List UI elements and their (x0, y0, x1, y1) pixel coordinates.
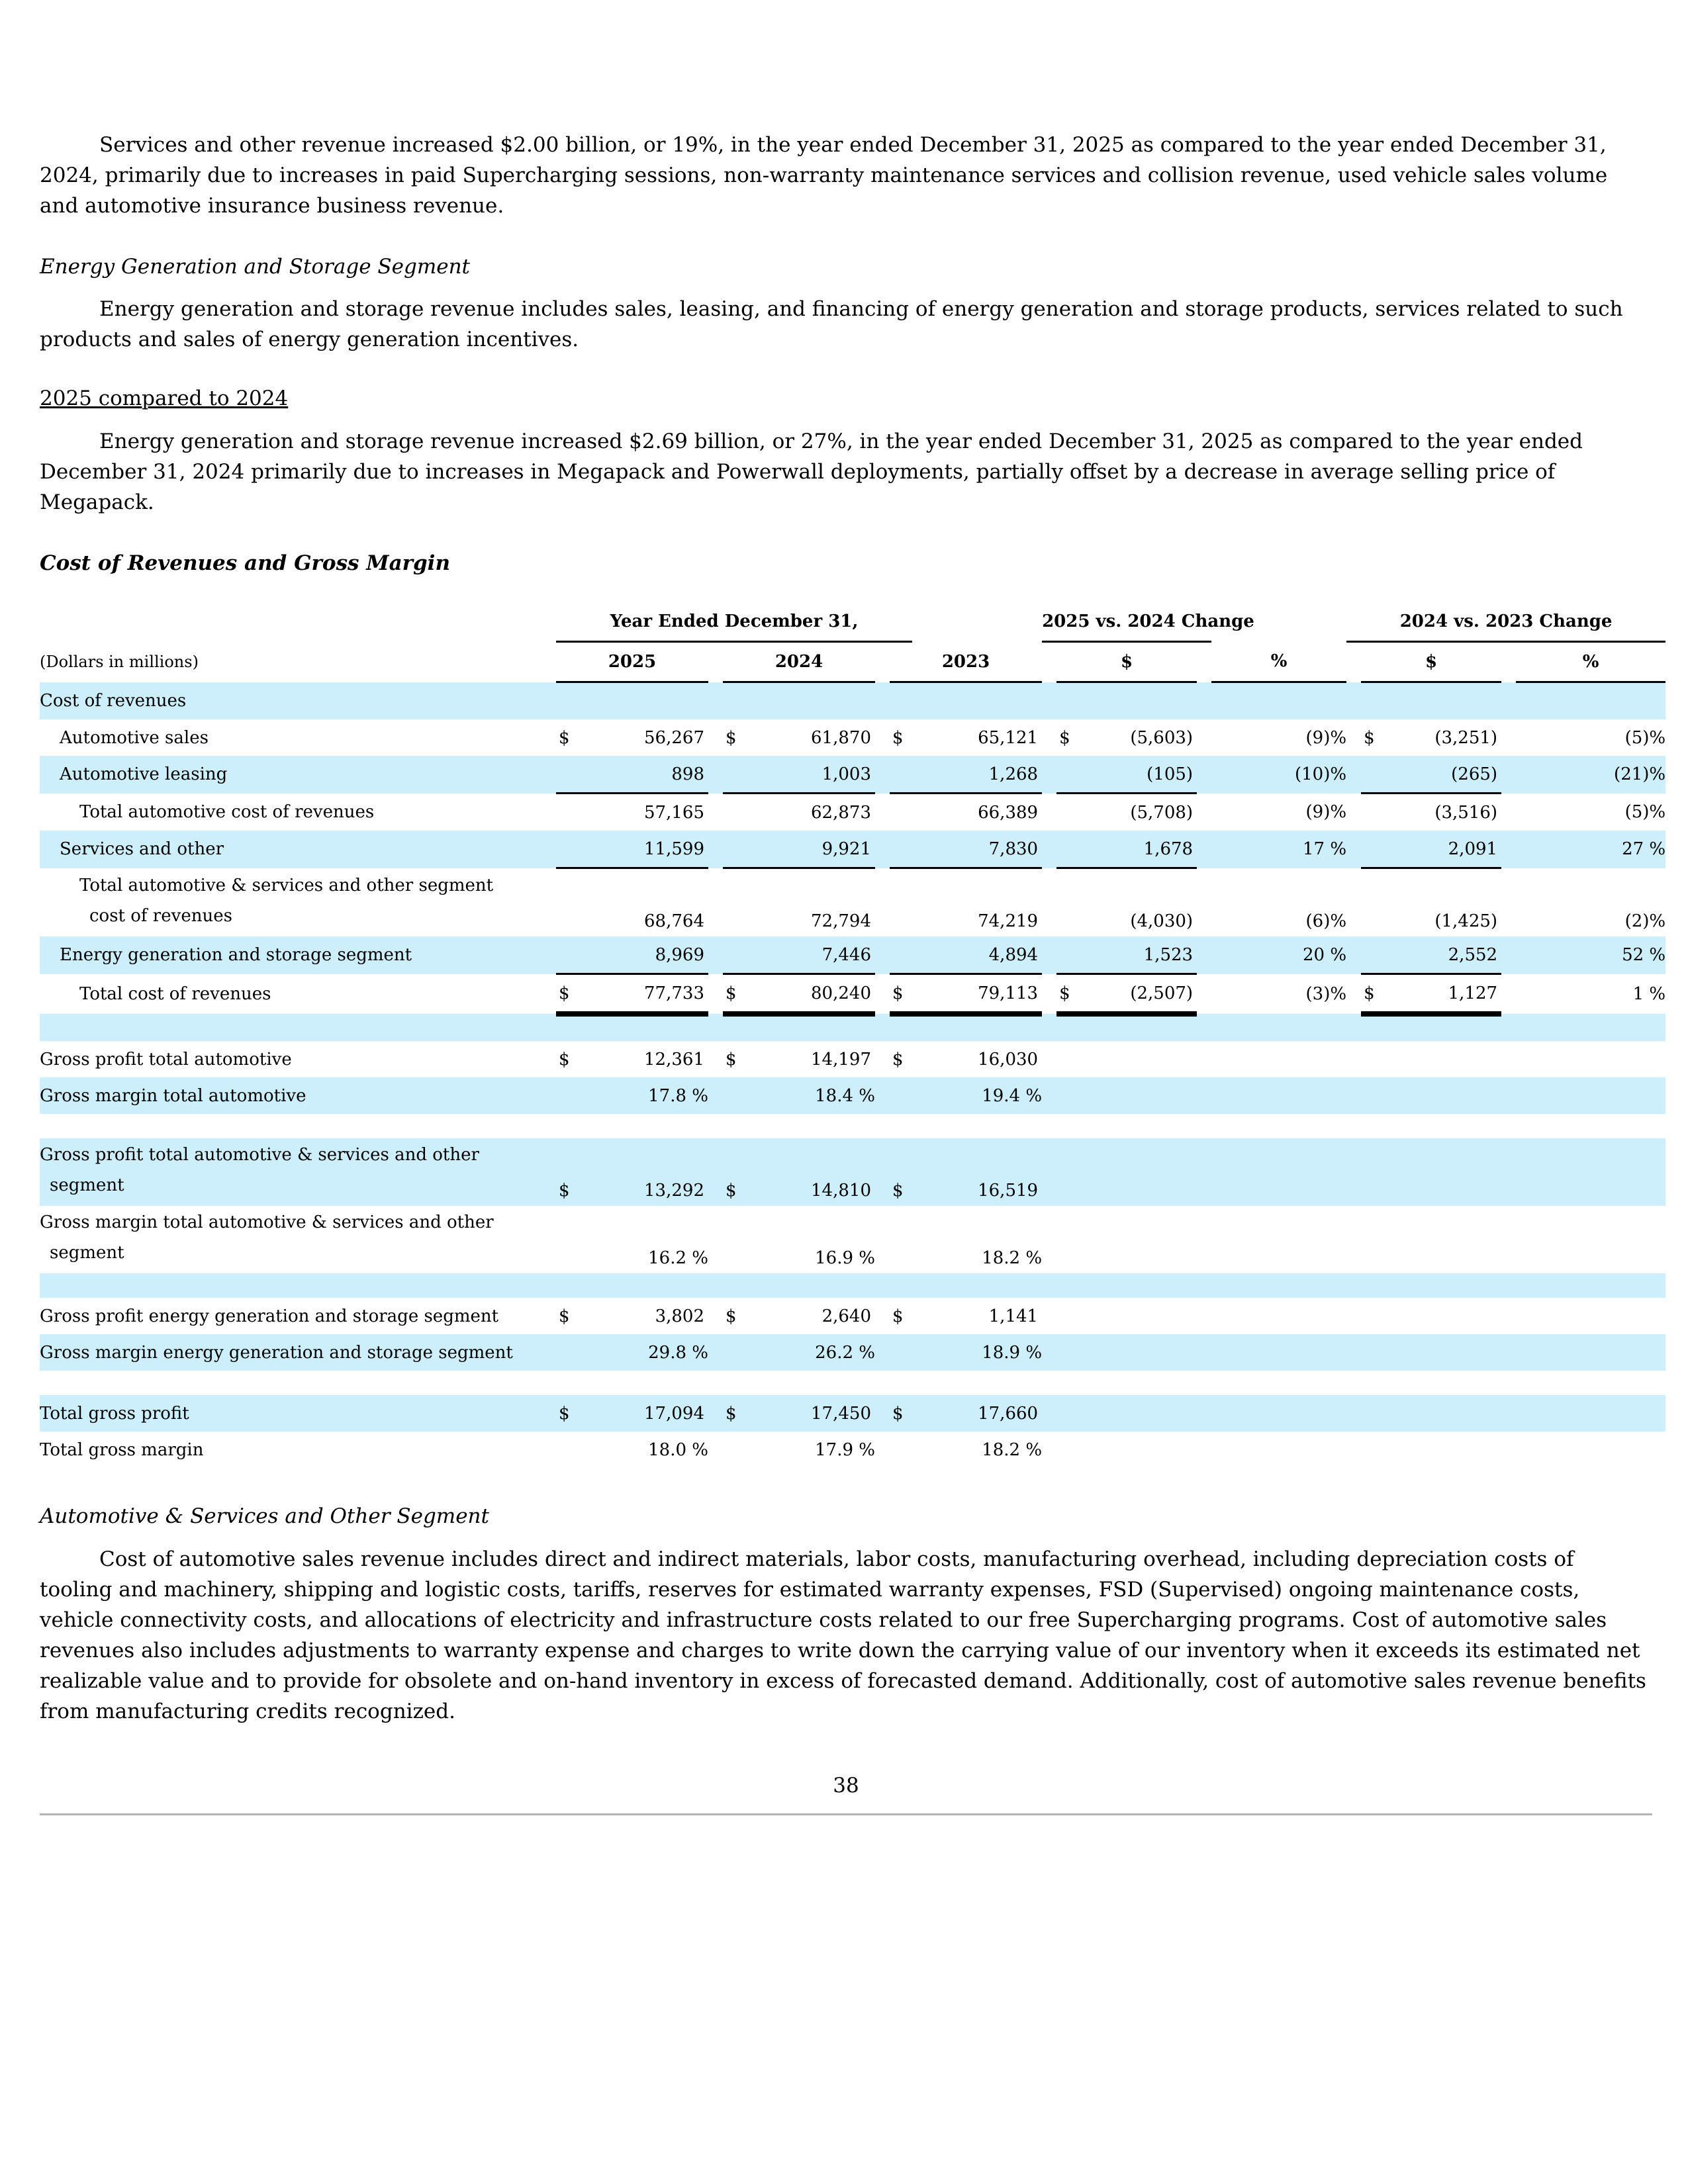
row-label-line1: Total automotive & services and other segment (79, 876, 494, 895)
cell-value: 1,141 (988, 1306, 1039, 1326)
table-row (40, 974, 1665, 1015)
column-header-2024: 2024 (723, 642, 875, 682)
energy-segment-heading: Energy Generation and Storage Segment (40, 255, 470, 279)
table-heading: Cost of Revenues and Gross Margin (40, 551, 450, 575)
cell-value: 16,519 (912, 1138, 1042, 1206)
cell-value: 4,894 (912, 936, 1042, 974)
table-spacer-row (40, 1371, 1665, 1395)
cell-value: 2,640 (821, 1306, 871, 1326)
cell-value: 14,810 (745, 1138, 875, 1206)
cell-value: 52 % (1516, 936, 1665, 974)
cell-value: (5)% (1624, 801, 1666, 822)
cell-value: 80,240 (745, 974, 875, 1015)
cell-value: 18.4 % (723, 1077, 875, 1114)
cell-value: (3,251) (1434, 727, 1498, 748)
cell-value: 898 (579, 756, 708, 794)
cell-value: (9)% (1305, 801, 1347, 822)
cell-value: 13,292 (579, 1138, 708, 1206)
cell-value: 7,446 (745, 936, 875, 974)
cell-value: 16.2 % (648, 1248, 708, 1268)
column-header-change1-percent: % (1211, 642, 1346, 682)
cell-value: 26.2 % (723, 1334, 875, 1371)
row-label: Automotive leasing (40, 756, 541, 794)
column-header-2023: 2023 (890, 642, 1042, 682)
cell-value: (2)% (1624, 911, 1666, 931)
cell-value: 61,870 (811, 727, 871, 748)
table-row (40, 1432, 1665, 1468)
table-row (40, 831, 1665, 868)
column-header-change2-percent: % (1516, 642, 1665, 682)
currency-symbol: $ (890, 1395, 912, 1432)
cell-value: 9,921 (745, 831, 875, 868)
cell-value: 2,091 (1383, 831, 1501, 868)
cell-value: 1,678 (1079, 831, 1197, 868)
row-label: Energy generation and storage segment (40, 936, 541, 974)
cell-value: (21)% (1516, 756, 1665, 794)
currency-symbol: $ (1056, 974, 1079, 1015)
auto-segment-paragraph: Cost of automotive sales revenue includes direct and indirect materials, labor costs, manufacturing overhead, including depreciation costs of tooling and machinery, shipping and logistic costs, tariffs, reserves for estimated warranty expenses, FSD (Supervised) ongoing maintenance costs, vehicle connectivity costs, and allocations of electricity and infrastructure costs related to our free Supercharging programs. Cost of automotive sales revenues also includes adjustments to warranty expense and charges to write down the carrying value of our inventory when it exceeds its estimated net realizable value and to provide for obsolete and on-hand inventory in excess of forecasted demand. Additionally, cost of automotive sales revenue benefits from manufacturing credits recognized. (40, 1547, 1646, 1723)
cell-value: 27 % (1516, 831, 1665, 868)
cell-value: 17,660 (912, 1395, 1042, 1432)
cell-value: 57,165 (644, 802, 704, 823)
column-header-2025: 2025 (556, 642, 708, 682)
table-row (40, 719, 1665, 756)
row-label: Total gross margin (40, 1439, 204, 1460)
energy-paragraph: Energy generation and storage revenue includes sales, leasing, and financing of energy generation and storage products, services related to such products and sales of energy generation incentives. (40, 297, 1623, 351)
row-label: Total gross profit (40, 1395, 541, 1432)
cell-value: 2,552 (1383, 936, 1501, 974)
cell-value: 1,003 (745, 756, 875, 794)
table-spacer-row (40, 1273, 1665, 1298)
cell-value: (5)% (1624, 727, 1666, 748)
cell-value: 12,361 (644, 1049, 704, 1069)
currency-symbol: $ (892, 1049, 904, 1069)
row-label: Total cost of revenues (79, 983, 271, 1004)
cell-value: (3,516) (1434, 802, 1498, 823)
cell-value: 1,268 (912, 756, 1042, 794)
auto-segment-heading: Automotive & Services and Other Segment (40, 1504, 489, 1528)
currency-symbol: $ (890, 974, 912, 1015)
table-row (40, 936, 1665, 974)
currency-symbol: $ (556, 1395, 579, 1432)
column-header-change1-dollar: $ (1056, 642, 1197, 682)
change-2025-vs-2024-header: 2025 vs. 2024 Change (1042, 602, 1211, 642)
cell-value: (4,030) (1130, 911, 1194, 931)
cell-value: (9)% (1305, 727, 1347, 748)
cell-value: 72,794 (811, 911, 871, 931)
currency-symbol: $ (1361, 974, 1383, 1015)
cell-value: (6)% (1305, 911, 1347, 931)
currency-symbol: $ (556, 1138, 579, 1206)
cell-value: (265) (1383, 756, 1501, 794)
currency-symbol: $ (723, 974, 745, 1015)
row-label-line1: Gross margin total automotive & services and other (40, 1212, 494, 1232)
cell-value: (5,708) (1130, 802, 1194, 823)
cell-value: 7,830 (912, 831, 1042, 868)
comparison-paragraph: Energy generation and storage revenue increased $2.69 billion, or 27%, in the year ended December 31, 2025 as compared to the year ended December 31, 2024 primarily due to increases in Megapack and Powerwall deployments, partially offset by a decrease in average selling price of Megapack. (40, 430, 1583, 514)
table-spacer-row (40, 1114, 1665, 1138)
currency-symbol: $ (892, 727, 904, 748)
table-column-header-row (40, 642, 1665, 682)
cell-value: 16,030 (978, 1049, 1039, 1069)
units-label: (Dollars in millions) (40, 653, 199, 671)
cell-value: (1,425) (1434, 911, 1498, 931)
row-label: Gross margin energy generation and storage segment (40, 1334, 541, 1371)
currency-symbol: $ (723, 1395, 745, 1432)
cell-value: 65,121 (978, 727, 1039, 748)
row-label: Automotive sales (60, 727, 209, 748)
table-row (40, 1395, 1665, 1432)
row-label-line1: Gross profit total automotive & services and other (40, 1145, 479, 1165)
currency-symbol: $ (890, 1138, 912, 1206)
cell-value: 11,599 (579, 831, 708, 868)
currency-symbol: $ (559, 727, 570, 748)
comparison-heading: 2025 compared to 2024 (40, 387, 289, 410)
row-label: Total automotive cost of revenues (79, 801, 375, 822)
cell-value: 18.9 % (890, 1334, 1042, 1371)
row-label: Services and other (40, 831, 541, 868)
cell-value: 19.4 % (890, 1077, 1042, 1114)
cell-value: 1,523 (1079, 936, 1197, 974)
cell-value: (105) (1079, 756, 1197, 794)
intro-paragraph: Services and other revenue increased $2.00 billion, or 19%, in the year ended December 31, 2025 as compared to the year ended December 31, 2024, primarily due to increases in paid Supercharging sessions, non-warranty maintenance services and collision revenue, used vehicle sales volume and automotive insurance business revenue. (40, 133, 1608, 218)
cell-value: 17,450 (745, 1395, 875, 1432)
footer-rule (40, 1813, 1652, 1815)
currency-symbol: $ (892, 1306, 904, 1326)
cell-value: 29.8 % (556, 1334, 708, 1371)
table-row (40, 1334, 1665, 1371)
row-label: Gross profit total automotive (40, 1049, 292, 1069)
row-label: Gross profit energy generation and storage segment (40, 1306, 499, 1326)
cell-value: 1,127 (1383, 974, 1501, 1015)
table-row (40, 794, 1665, 831)
currency-symbol: $ (559, 1306, 570, 1326)
cell-value: 17.9 % (815, 1439, 875, 1460)
currency-symbol: $ (1059, 727, 1070, 748)
cell-value: 56,267 (644, 727, 704, 748)
currency-symbol: $ (559, 1049, 570, 1069)
table-group-header-row (40, 602, 1665, 642)
currency-symbol: $ (723, 1138, 745, 1206)
section-label-cost-of-revenues: Cost of revenues (40, 682, 541, 720)
cell-value: 3,802 (655, 1306, 704, 1326)
currency-symbol: $ (556, 974, 579, 1015)
cell-value: 18.0 % (648, 1439, 708, 1460)
cell-value: 68,764 (644, 911, 704, 931)
cell-value: 17 % (1211, 831, 1346, 868)
cell-value: 17.8 % (556, 1077, 708, 1114)
cell-value: (2,507) (1079, 974, 1197, 1015)
year-ended-group-header: Year Ended December 31, (556, 602, 912, 642)
change-2024-vs-2023-header: 2024 vs. 2023 Change (1346, 602, 1665, 642)
cell-value: 18.2 % (982, 1439, 1043, 1460)
column-header-change2-dollar: $ (1361, 642, 1501, 682)
cell-value: (3)% (1305, 983, 1347, 1004)
cell-value: 20 % (1211, 936, 1346, 974)
table-row (40, 1041, 1665, 1077)
row-label-line2: segment (50, 1243, 124, 1263)
cell-value: 8,969 (579, 936, 708, 974)
table-row (40, 1138, 1665, 1206)
cell-value: (10)% (1211, 756, 1346, 794)
table-row (40, 868, 1665, 937)
cell-value: 66,389 (978, 802, 1039, 823)
cell-value: 16.9 % (815, 1248, 875, 1268)
row-label-line2: segment (50, 1175, 124, 1195)
cell-value: (5,603) (1130, 727, 1194, 748)
row-label-line2: cost of revenues (89, 906, 232, 926)
table-row (40, 1206, 1665, 1273)
cell-value: 1 % (1632, 983, 1666, 1004)
cell-value: 77,733 (579, 974, 708, 1015)
table-row (40, 1298, 1665, 1334)
cell-value: 17,094 (579, 1395, 708, 1432)
table-row (40, 682, 1665, 720)
table-row (40, 1077, 1665, 1114)
currency-symbol: $ (1364, 727, 1375, 748)
currency-symbol: $ (726, 1306, 737, 1326)
currency-symbol: $ (726, 727, 737, 748)
currency-symbol: $ (726, 1049, 737, 1069)
cell-value: 14,197 (811, 1049, 871, 1069)
cell-value: 79,113 (912, 974, 1042, 1015)
table-spacer-row (40, 1014, 1665, 1041)
cell-value: 74,219 (978, 911, 1039, 931)
page-number: 38 (833, 1774, 859, 1797)
cell-value: 18.2 % (982, 1248, 1043, 1268)
row-label: Gross margin total automotive (40, 1077, 541, 1114)
table-row (40, 756, 1665, 794)
cell-value: 62,873 (811, 802, 871, 823)
cost-of-revenues-table (40, 602, 1665, 1468)
